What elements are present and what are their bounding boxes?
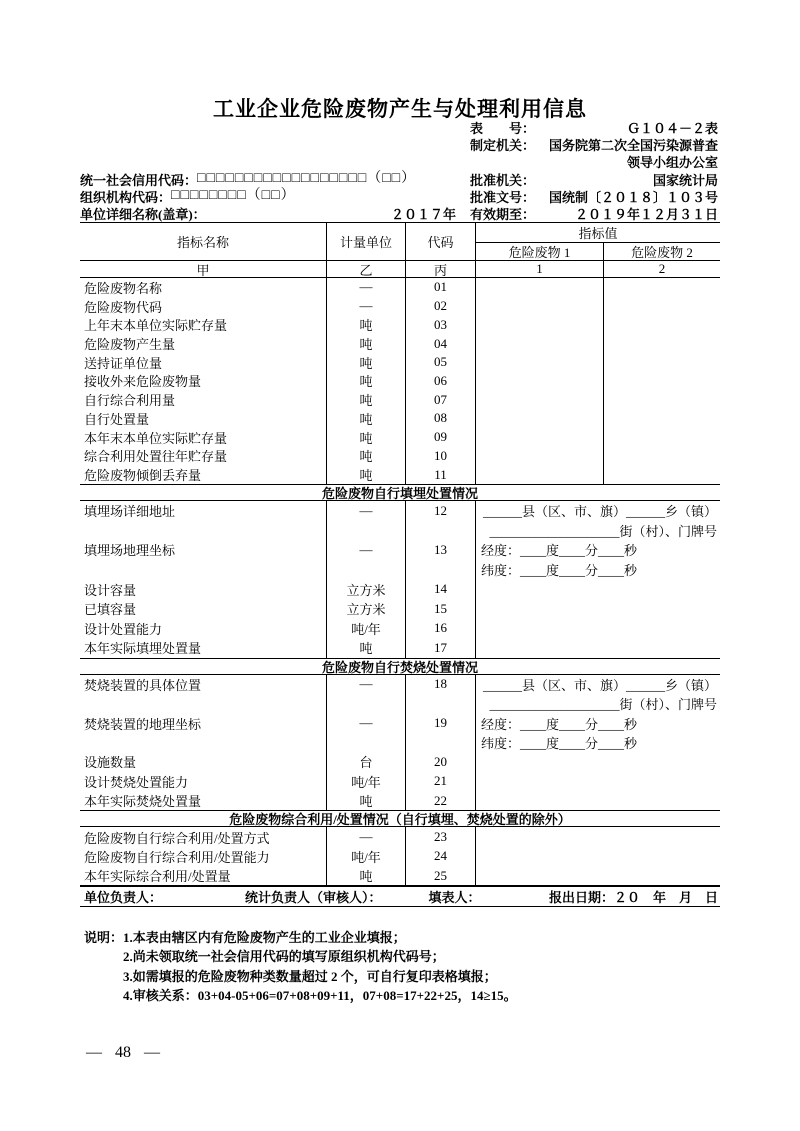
row-code: 18 bbox=[434, 676, 447, 692]
header-waste1: 危险废物 1 bbox=[476, 243, 604, 260]
note-line-1 bbox=[84, 928, 517, 947]
row-code: 02 bbox=[434, 298, 447, 314]
meta-row-form-no bbox=[80, 119, 718, 136]
incinerator-longitude-blank: 经度：____度____分____秒 bbox=[481, 716, 638, 732]
row-unit: 吨/年 bbox=[351, 774, 381, 790]
header-value: 指标值 bbox=[476, 223, 720, 243]
row-unit: — bbox=[359, 541, 373, 557]
valid-until-value: ２０１９年１２月３１日 bbox=[574, 207, 718, 223]
form-no-value: Ｇ１０４－２表 bbox=[626, 121, 718, 137]
row-label: 填埋场地理坐标 bbox=[84, 543, 176, 559]
row-unit: 台 bbox=[359, 755, 373, 771]
code-column bbox=[406, 501, 476, 658]
row-label bbox=[80, 560, 326, 580]
row-unit: — bbox=[359, 502, 373, 518]
row-label: 设计焚烧处置能力 bbox=[84, 774, 189, 790]
form-table bbox=[80, 222, 720, 907]
row-code: 20 bbox=[434, 753, 447, 769]
row-label: 危险废物自行综合利用/处置方式 bbox=[84, 830, 270, 846]
issuer2-value: 领导小组办公室 bbox=[626, 155, 718, 171]
header-col-bing: 丙 bbox=[406, 260, 476, 277]
unit-column bbox=[327, 278, 406, 484]
row-unit: 吨 bbox=[359, 411, 373, 427]
form-filler-label: 填表人： bbox=[428, 890, 481, 906]
label-column bbox=[80, 278, 327, 484]
header-code: 代码 bbox=[406, 223, 476, 260]
value-column-merged bbox=[476, 827, 720, 885]
row-code bbox=[406, 694, 475, 713]
unit-column bbox=[327, 675, 406, 811]
landfill-longitude-blank: 经度：____度____分____秒 bbox=[481, 543, 638, 559]
incinerator-address-blank-line2: ____________________街（村）、门牌号 bbox=[489, 697, 717, 713]
row-unit: 吨 bbox=[359, 430, 373, 446]
row-unit: 吨 bbox=[359, 641, 373, 657]
row-label: 已填容量 bbox=[84, 602, 137, 618]
meta-right-approver bbox=[470, 170, 718, 189]
header-col-yi: 乙 bbox=[327, 260, 406, 277]
row-unit: 吨 bbox=[359, 337, 373, 353]
landfill-address-blank-line1: ______县（区、市、旗）______乡（镇） bbox=[482, 504, 717, 520]
unit-leader-label: 单位负责人： bbox=[84, 890, 163, 906]
row-code: 15 bbox=[434, 600, 447, 616]
incinerator-latitude-blank: 纬度：____度____分____秒 bbox=[481, 736, 638, 752]
row-label: 危险废物代码 bbox=[84, 299, 163, 315]
section-title-landfill: 危险废物自行填埋处置情况 bbox=[80, 484, 720, 501]
row-code: 19 bbox=[434, 715, 447, 731]
meta-row-org-code bbox=[80, 188, 718, 205]
report-date-label: 报出日期：２０ 年 月 日 bbox=[548, 890, 718, 906]
row-unit: — bbox=[359, 829, 373, 845]
note-item-4: 4.审核关系：03+04-05+06=07+08+09+11，07+08=17+22+25，14≥15。 bbox=[123, 988, 517, 1004]
row-unit bbox=[327, 733, 405, 752]
row-code: 04 bbox=[434, 335, 447, 351]
row-code bbox=[406, 521, 475, 541]
credit-code-label: 统一社会信用代码： bbox=[80, 172, 198, 188]
unit-column bbox=[327, 501, 406, 658]
header-waste2: 危险废物 2 bbox=[631, 245, 693, 260]
value-column-waste2 bbox=[604, 278, 720, 484]
note-item-3: 3.如需填报的危险废物种类数量超过 2 个，可自行复印表格填报； bbox=[123, 968, 497, 984]
row-label: 设施数量 bbox=[84, 755, 137, 771]
doc-no-value: 国统制〔２０１８〕１０３号 bbox=[548, 189, 718, 205]
row-unit bbox=[327, 560, 405, 580]
row-label: 设计容量 bbox=[84, 582, 137, 598]
org-code-boxes: □□□□□□□□（□□） bbox=[171, 188, 296, 204]
row-label: 危险废物产生量 bbox=[84, 337, 176, 353]
section-basic-quantities bbox=[80, 278, 720, 484]
row-code: 24 bbox=[434, 848, 447, 864]
value-column-merged bbox=[476, 675, 720, 811]
issuer-value: 国务院第二次全国污染源普查 bbox=[548, 138, 718, 154]
org-code-line bbox=[80, 187, 470, 206]
valid-until-label: 有效期至： bbox=[470, 207, 536, 223]
row-code: 21 bbox=[434, 773, 447, 789]
row-code: 13 bbox=[434, 541, 447, 557]
unit-name-label: 单位详细名称(盖章)： bbox=[80, 207, 206, 223]
note-item-2: 2.尚未领取统一社会信用代码的填写原组织机构代码号； bbox=[123, 949, 445, 965]
row-label: 接收外来危险废物量 bbox=[84, 374, 202, 390]
row-code: 10 bbox=[434, 447, 447, 463]
form-no-label: 表 号： bbox=[470, 121, 536, 137]
row-code: 14 bbox=[434, 581, 447, 597]
row-code: 08 bbox=[434, 410, 447, 426]
row-label: 焚烧装置的地理坐标 bbox=[84, 716, 202, 732]
row-unit: — bbox=[359, 676, 373, 692]
meta-row-unit-name bbox=[80, 205, 718, 222]
section-title-incineration: 危险废物自行焚烧处置情况 bbox=[80, 658, 720, 675]
row-unit bbox=[327, 521, 405, 541]
row-unit: 吨 bbox=[359, 374, 373, 390]
section-title-utilization: 危险废物综合利用/处置情况（自行填埋、焚烧处置的除外） bbox=[80, 810, 720, 827]
row-code: 25 bbox=[434, 867, 447, 883]
row-code: 01 bbox=[434, 279, 447, 295]
unit-name-line bbox=[80, 204, 470, 223]
incinerator-address-blank-line1: ______县（区、市、旗）______乡（镇） bbox=[482, 677, 717, 693]
row-label: 本年实际焚烧处置量 bbox=[84, 794, 202, 810]
row-code: 23 bbox=[434, 829, 447, 845]
page-dash-left: — bbox=[86, 1044, 102, 1061]
row-code: 03 bbox=[434, 316, 447, 332]
section-utilization bbox=[80, 827, 720, 885]
meta-row-credit-code bbox=[80, 171, 718, 188]
code-column bbox=[406, 675, 476, 811]
code-column bbox=[406, 278, 476, 484]
meta-right-valid-until bbox=[470, 204, 718, 223]
unit-column bbox=[327, 827, 406, 885]
row-label bbox=[80, 733, 326, 752]
notes-block bbox=[84, 928, 517, 1006]
org-code-label: 组织机构代码： bbox=[80, 189, 172, 205]
table-header bbox=[80, 222, 720, 278]
row-unit: 吨/年 bbox=[351, 849, 381, 865]
row-code: 06 bbox=[434, 372, 447, 388]
row-label: 本年实际综合利用/处置量 bbox=[84, 869, 231, 885]
credit-code-line bbox=[80, 170, 470, 189]
row-label: 上年末本单位实际贮存量 bbox=[84, 318, 228, 334]
row-label: 本年末本单位实际贮存量 bbox=[84, 430, 228, 446]
doc-no-label: 批准文号： bbox=[470, 189, 536, 205]
code-column bbox=[406, 827, 476, 885]
landfill-latitude-blank: 纬度：____度____分____秒 bbox=[481, 562, 638, 578]
row-unit: 立方米 bbox=[346, 582, 386, 598]
row-code: 22 bbox=[434, 792, 447, 808]
credit-code-boxes: □□□□□□□□□□□□□□□□□□（□□） bbox=[197, 171, 417, 187]
row-unit: — bbox=[359, 715, 373, 731]
row-unit: 吨 bbox=[359, 468, 373, 484]
row-unit: 吨 bbox=[359, 869, 373, 885]
header-indicator: 指标名称 bbox=[80, 223, 327, 260]
approver-value: 国家统计局 bbox=[652, 172, 718, 188]
row-label: 送持证单位量 bbox=[84, 355, 163, 371]
row-code bbox=[406, 560, 475, 580]
row-code: 09 bbox=[434, 429, 447, 445]
meta-right-form-no bbox=[470, 118, 718, 137]
row-code: 12 bbox=[434, 502, 447, 518]
row-label: 综合利用处置往年贮存量 bbox=[84, 449, 228, 465]
row-label: 填埋场详细地址 bbox=[84, 504, 176, 520]
row-code: 17 bbox=[434, 639, 447, 655]
note-item-1: 1.本表由辖区内有危险废物产生的工业企业填报； bbox=[123, 930, 406, 945]
approver-label: 批准机关： bbox=[470, 172, 536, 188]
row-unit: 吨 bbox=[359, 318, 373, 334]
row-code: 16 bbox=[434, 620, 447, 636]
row-label: 自行处置量 bbox=[84, 411, 150, 427]
row-label: 危险废物名称 bbox=[84, 280, 163, 296]
row-code bbox=[406, 733, 475, 752]
stats-leader-label: 统计负责人（审核人）： bbox=[245, 890, 382, 906]
notes-label: 说明： bbox=[84, 930, 124, 945]
row-label: 危险废物倾倒丢弃量 bbox=[84, 468, 202, 484]
section-landfill bbox=[80, 501, 720, 658]
row-label: 焚烧装置的具体位置 bbox=[84, 677, 202, 693]
row-label: 设计处置能力 bbox=[84, 621, 163, 637]
row-unit: 吨 bbox=[359, 449, 373, 465]
header-unit: 计量单位 bbox=[327, 223, 406, 260]
row-unit: 吨 bbox=[359, 355, 373, 371]
label-column bbox=[80, 675, 327, 811]
row-unit: 吨 bbox=[359, 393, 373, 409]
page-dash-right: — bbox=[144, 1044, 160, 1061]
row-label: 危险废物自行综合利用/处置能力 bbox=[84, 849, 270, 865]
row-unit bbox=[327, 694, 405, 713]
report-year: ２０１７年 bbox=[390, 207, 456, 223]
row-code: 05 bbox=[434, 354, 447, 370]
row-label bbox=[80, 521, 326, 541]
value-column-waste1 bbox=[476, 278, 604, 484]
row-unit: — bbox=[359, 298, 373, 314]
meta-right-doc-no bbox=[470, 187, 718, 206]
meta-right-issuer2 bbox=[470, 152, 718, 171]
issuer-label: 制定机关： bbox=[470, 138, 536, 154]
row-unit: 立方米 bbox=[346, 602, 386, 618]
page-number-value: 48 bbox=[115, 1044, 131, 1061]
meta-right-issuer bbox=[470, 135, 718, 154]
signature-row bbox=[80, 885, 720, 907]
label-column bbox=[80, 501, 327, 658]
row-unit: 吨 bbox=[359, 794, 373, 810]
meta-row-issuer2 bbox=[80, 153, 718, 170]
meta-row-issuer bbox=[80, 136, 718, 153]
landfill-address-blank-line2: ____________________街（村）、门牌号 bbox=[489, 523, 717, 539]
label-column bbox=[80, 827, 327, 885]
row-label bbox=[80, 694, 326, 713]
row-code: 07 bbox=[434, 391, 447, 407]
page-number bbox=[86, 1044, 160, 1062]
row-label: 本年实际填埋处置量 bbox=[84, 641, 202, 657]
row-code: 11 bbox=[434, 466, 447, 482]
form-meta bbox=[80, 119, 718, 222]
header-col-2: 2 bbox=[604, 260, 720, 277]
header-col-jia: 甲 bbox=[80, 260, 327, 277]
header-col-1: 1 bbox=[476, 260, 604, 277]
value-column-merged bbox=[476, 501, 720, 658]
row-label: 自行综合利用量 bbox=[84, 393, 176, 409]
row-unit: 吨/年 bbox=[351, 621, 381, 637]
row-unit: — bbox=[359, 279, 373, 295]
section-incineration bbox=[80, 675, 720, 811]
form-title: 工业企业危险废物产生与处理利用信息 bbox=[213, 97, 587, 121]
